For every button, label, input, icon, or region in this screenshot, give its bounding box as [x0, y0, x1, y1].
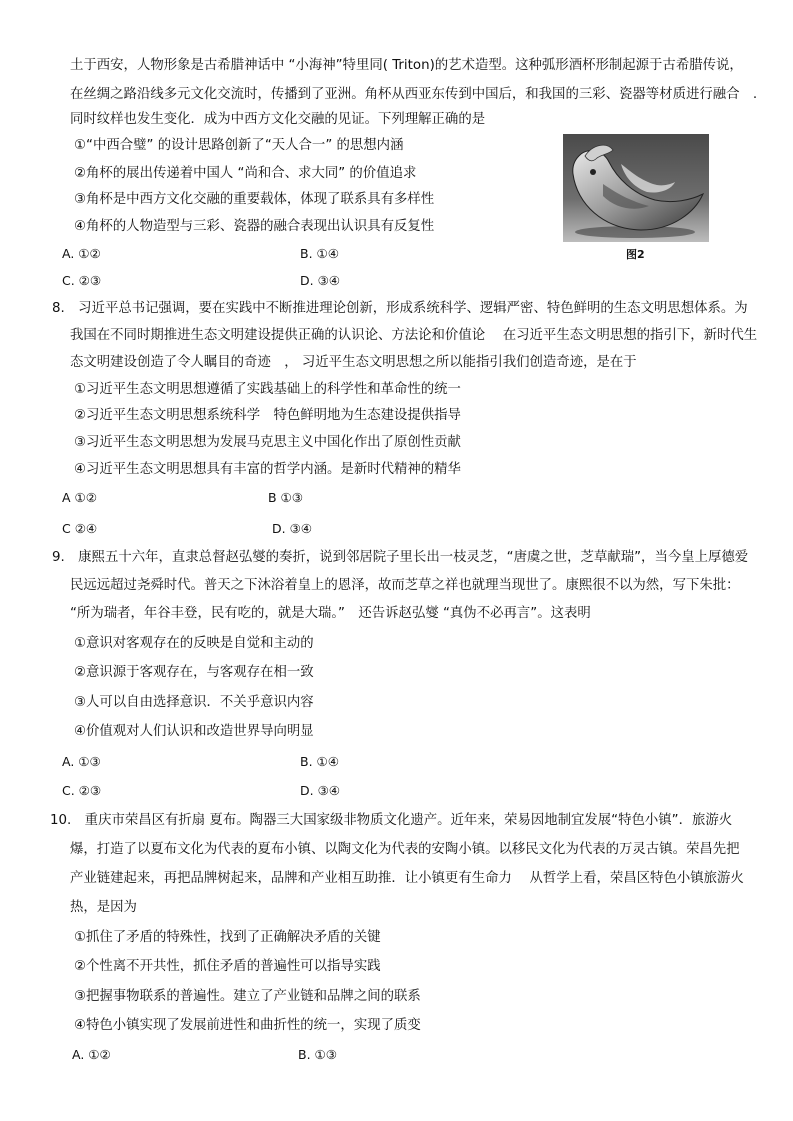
q10-line-4: 热，是因为	[70, 900, 137, 915]
q8-line-3: 态文明建设创造了令人瞩目的奇迹 ， 习近平生态文明思想之所以能指引我们创造奇迹，是在于	[70, 355, 637, 370]
q9-line-3: “所为瑞者，年谷丰登，民有吃的，就是大瑞。” 还告诉赵弘燮 “真伪不必再言”。这表明	[70, 606, 591, 621]
q10-line-3: 产业链建起来，再把品牌树起来，品牌和产业相互助推．让小镇更有生命力 从哲学上看，荣昌区特色小镇旅游火	[70, 871, 744, 886]
q7-option-c: C. ②③	[62, 273, 102, 288]
q7-option-a: A. ①②	[62, 246, 101, 261]
q7-line-3: 同时纹样也发生变化．成为中西方文化交融的见证。下列理解正确的是	[70, 112, 486, 127]
q9-statement-2: ②意识源于客观存在，与客观存在相一致	[74, 665, 314, 680]
q7-line-2: 在丝绸之路沿线多元文化交流时，传播到了亚洲。角杯从西亚东传到中国后，和我国的三彩、瓷器等材质进行融合 .	[70, 87, 758, 102]
q10-line-1: 10. 重庆市荣昌区有折扇 夏布。陶器三大国家级非物质文化遗产。近年来，荣易因地制宜发展“特色小镇”．旅游火	[50, 813, 733, 828]
q10-option-b: B. ①③	[298, 1047, 337, 1062]
q8-line-2: 我国在不同时期推进生态文明建设提供正确的认识论、方法论和价值论 在习近平生态文明思想的指引下，新时代生	[70, 328, 758, 343]
q7-statement-1: ①“中西合璧” 的设计思路创新了“天人合一” 的思想内涵	[74, 138, 404, 153]
q9-statement-4: ④价值观对人们认识和改造世界导向明显	[74, 724, 314, 739]
q9-option-d: D. ③④	[300, 783, 340, 798]
q9-option-c: C. ②③	[62, 783, 102, 798]
q8-line-1: 8. 习近平总书记强调，要在实践中不断推进理论创新，形成系统科学、逻辑严密、特色鲜明的生态文明思想体系。为	[52, 301, 748, 316]
q8-option-c: C ②④	[62, 521, 98, 536]
q9-statement-3: ③人可以自由选择意识．不关乎意识内容	[74, 695, 314, 710]
figure-caption: 图2	[626, 248, 645, 261]
q7-statement-2: ②角杯的展出传递着中国人 “尚和合、求大同” 的价值追求	[74, 166, 417, 181]
q7-statement-3: ③角杯是中西方文化交融的重要载体，体现了联系具有多样性	[74, 192, 435, 207]
q8-statement-3: ③习近平生态文明思想为发展马克思主义中国化作出了原创性贡献	[74, 435, 461, 450]
q10-option-a: A. ①②	[72, 1047, 111, 1062]
q10-statement-2: ②个性离不开共性，抓住矛盾的普遍性可以指导实践	[74, 959, 381, 974]
q8-statement-4: ④习近平生态文明思想具有丰富的哲学内涵。是新时代精神的精华	[74, 462, 461, 477]
q7-statement-4: ④角杯的人物造型与三彩、瓷器的融合表现出认识具有反复性	[74, 219, 435, 234]
horn-cup-photo	[563, 134, 709, 242]
q8-statement-1: ①习近平生态文明思想遵循了实践基础上的科学性和革命性的统一	[74, 382, 461, 397]
q9-line-1: 9. 康熙五十六年，直隶总督赵弘燮的奏折，说到邻居院子里长出一枝灵芝，“唐虞之世，芝草献瑞”，当今皇上厚德爱	[52, 550, 749, 565]
q8-option-b: B ①③	[268, 490, 303, 505]
q10-line-2: 爆，打造了以夏布文化为代表的夏布小镇、以陶文化为代表的安陶小镇。以移民文化为代表的万灵古镇。荣昌先把	[70, 842, 740, 857]
q10-statement-1: ①抓住了矛盾的特殊性，找到了正确解决矛盾的关键	[74, 930, 381, 945]
q9-option-b: B. ①④	[300, 754, 339, 769]
q9-line-2: 民远远超过尧舜时代。普天之下沐浴着皇上的恩泽，故而芝草之祥也就理当现世了。康熙很不以为然，写下朱批：	[70, 578, 740, 593]
q9-option-a: A. ①③	[62, 754, 101, 769]
q8-option-d: D. ③④	[272, 521, 312, 536]
q9-statement-1: ①意识对客观存在的反映是自觉和主动的	[74, 636, 314, 651]
q10-statement-3: ③把握事物联系的普遍性。建立了产业链和品牌之间的联系	[74, 989, 421, 1004]
q8-statement-2: ②习近平生态文明思想系统科学 特色鲜明地为生态建设提供指导	[74, 408, 461, 423]
q10-statement-4: ④特色小镇实现了发展前进性和曲折性的统一，实现了质变	[74, 1018, 421, 1033]
q7-line-1: 土于西安，人物形象是古希腊神话中 “小海神”特里同( Triton)的艺术造型。这种弧形酒杯形制起源于古希腊传说，	[70, 58, 743, 73]
q7-option-d: D. ③④	[300, 273, 340, 288]
q8-option-a: A ①②	[62, 490, 97, 505]
q7-option-b: B. ①④	[300, 246, 339, 261]
